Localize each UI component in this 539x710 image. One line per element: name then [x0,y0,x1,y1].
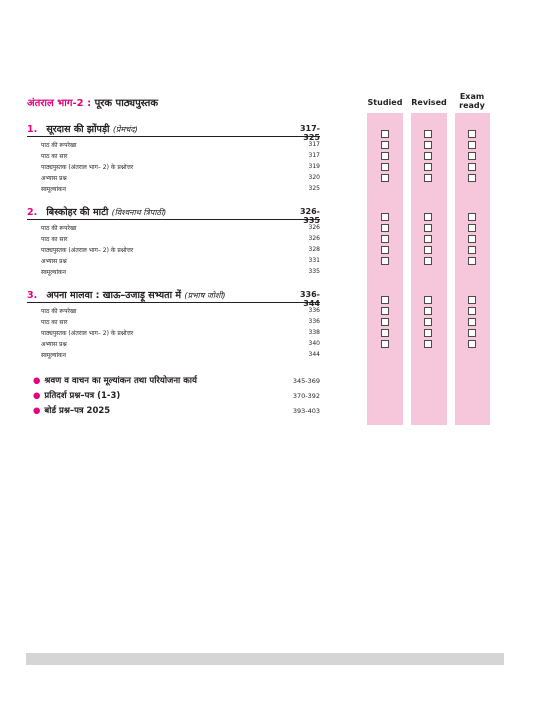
revised-checkbox[interactable] [424,257,432,265]
studied-checkbox[interactable] [381,141,389,149]
list-item: अभ्यास प्रश्न [41,341,67,348]
revised-checkbox[interactable] [424,296,432,304]
revised-checkbox[interactable] [424,340,432,348]
revised-checkbox[interactable] [424,174,432,182]
revised-column-label: Revised [411,98,447,107]
exam-label-line1: Exam [459,92,485,101]
exam-ready-checkbox[interactable] [468,340,476,348]
list-item: अभ्यास प्रश्न [41,258,67,265]
studied-checkbox[interactable] [381,224,389,232]
list-item: स्वमूल्यांकन [41,352,66,359]
extra-item-label: प्रतिदर्श प्रश्न–पत्र (1-3) [44,391,121,401]
revised-checkbox[interactable] [424,318,432,326]
exam-ready-checkbox[interactable] [468,307,476,315]
exam-ready-checkbox[interactable] [468,141,476,149]
chapter-author: (प्रभाष जोशी) [184,291,226,300]
list-item-page: 326 [308,235,320,242]
bullet-icon: ● [33,391,41,401]
exam-ready-column-label [449,92,495,110]
chapter-author: (प्रेमचंद) [112,125,138,134]
list-item: पाठ का सार [41,236,68,243]
list-item-page: 317 [308,141,320,148]
chapter-1-title-row [27,122,138,135]
exam-ready-checkbox[interactable] [468,130,476,138]
chapter-1-pages: 317-325 [299,124,320,142]
chapter-2-pages: 326-335 [299,207,320,225]
chapter-number: 3. [27,290,38,301]
extra-item-label: बोर्ड प्रश्न–पत्र 2025 [44,406,111,416]
list-item: पाठ की रूपरेखा [41,225,77,232]
list-item: पाठ का सार [41,153,68,160]
studied-checkbox[interactable] [381,307,389,315]
exam-ready-checkbox[interactable] [468,246,476,254]
chapter-1-rule [27,136,320,137]
section-title-part1: अंतराल भाग-2 : [27,98,92,109]
extra-item-2 [33,390,120,401]
studied-checkbox[interactable] [381,340,389,348]
revised-checkbox[interactable] [424,224,432,232]
list-item-page: 320 [308,174,320,181]
list-item: पाठ्यपुस्तक (अंतराल भाग– 2) के प्रश्नोत्तर [41,164,134,171]
chapter-number: 2. [27,207,38,218]
list-item: पाठ का सार [41,319,68,326]
revised-checkbox[interactable] [424,152,432,160]
section-title [27,95,158,109]
list-item-page: 317 [308,152,320,159]
revised-checkbox[interactable] [424,130,432,138]
exam-ready-checkbox[interactable] [468,213,476,221]
list-item-page: 331 [308,257,320,264]
studied-checkbox[interactable] [381,213,389,221]
exam-label-line2: ready [459,101,485,110]
studied-checkbox[interactable] [381,296,389,304]
list-item-page: 319 [308,163,320,170]
exam-ready-checkbox[interactable] [468,318,476,326]
extra-item-pages: 370-392 [292,392,320,400]
studied-checkbox[interactable] [381,152,389,160]
exam-ready-checkbox[interactable] [468,152,476,160]
list-item-page: 326 [308,224,320,231]
chapter-title: बिस्कोहर की माटी [46,207,109,218]
chapter-title: सूरदास की झोंपड़ी [46,124,110,135]
chapter-3-pages: 336-344 [299,290,320,308]
revised-checkbox[interactable] [424,329,432,337]
chapter-3-title-row [27,288,226,301]
chapter-3-rule [27,302,320,303]
list-item: पाठ की रूपरेखा [41,308,77,315]
chapter-author: (विश्वनाथ त्रिपाठी) [111,208,167,217]
studied-checkbox[interactable] [381,235,389,243]
footer-bar [26,653,504,665]
list-item-page: 325 [308,185,320,192]
revised-checkbox[interactable] [424,163,432,171]
exam-ready-checkbox[interactable] [468,329,476,337]
studied-checkbox[interactable] [381,318,389,326]
bullet-icon: ● [33,406,41,416]
chapter-number: 1. [27,124,38,135]
bullet-icon: ● [33,376,41,386]
revised-checkbox[interactable] [424,235,432,243]
extra-item-pages: 345-369 [292,377,320,385]
studied-checkbox[interactable] [381,257,389,265]
list-item: पाठ की रूपरेखा [41,142,77,149]
extra-item-1 [33,375,197,386]
section-title-part2: पूरक पाठ्यपुस्तक [94,98,159,109]
list-item: स्वमूल्यांकन [41,269,66,276]
studied-checkbox[interactable] [381,163,389,171]
list-item-page: 338 [308,329,320,336]
revised-checkbox[interactable] [424,213,432,221]
list-item: पाठ्यपुस्तक (अंतराल भाग– 2) के प्रश्नोत्तर [41,330,134,337]
chapter-2-title-row [27,205,166,218]
exam-ready-checkbox[interactable] [468,224,476,232]
revised-checkbox[interactable] [424,141,432,149]
list-item: अभ्यास प्रश्न [41,175,67,182]
list-item: पाठ्यपुस्तक (अंतराल भाग– 2) के प्रश्नोत्तर [41,247,134,254]
extra-item-3 [33,405,110,416]
list-item-page: 340 [308,340,320,347]
list-item-page: 336 [308,318,320,325]
list-item-page: 344 [308,351,320,358]
list-item-page: 328 [308,246,320,253]
exam-ready-checkbox[interactable] [468,296,476,304]
studied-checkbox[interactable] [381,246,389,254]
extra-item-label: श्रवण व वाचन का मूल्यांकन तथा परियोजना कार्य [44,376,197,386]
revised-checkbox[interactable] [424,307,432,315]
studied-checkbox[interactable] [381,329,389,337]
exam-ready-checkbox[interactable] [468,174,476,182]
list-item-page: 336 [308,307,320,314]
list-item-page: 335 [308,268,320,275]
chapter-2-rule [27,219,320,220]
extra-item-pages: 393-403 [292,407,320,415]
revised-checkbox[interactable] [424,246,432,254]
studied-column-label: Studied [367,98,403,107]
exam-ready-checkbox[interactable] [468,257,476,265]
exam-ready-checkbox[interactable] [468,235,476,243]
studied-checkbox[interactable] [381,130,389,138]
chapter-title: अपना मालवा : खाऊ–उजाड़ू सभ्यता में [46,290,182,301]
studied-checkbox[interactable] [381,174,389,182]
exam-ready-checkbox[interactable] [468,163,476,171]
list-item: स्वमूल्यांकन [41,186,66,193]
